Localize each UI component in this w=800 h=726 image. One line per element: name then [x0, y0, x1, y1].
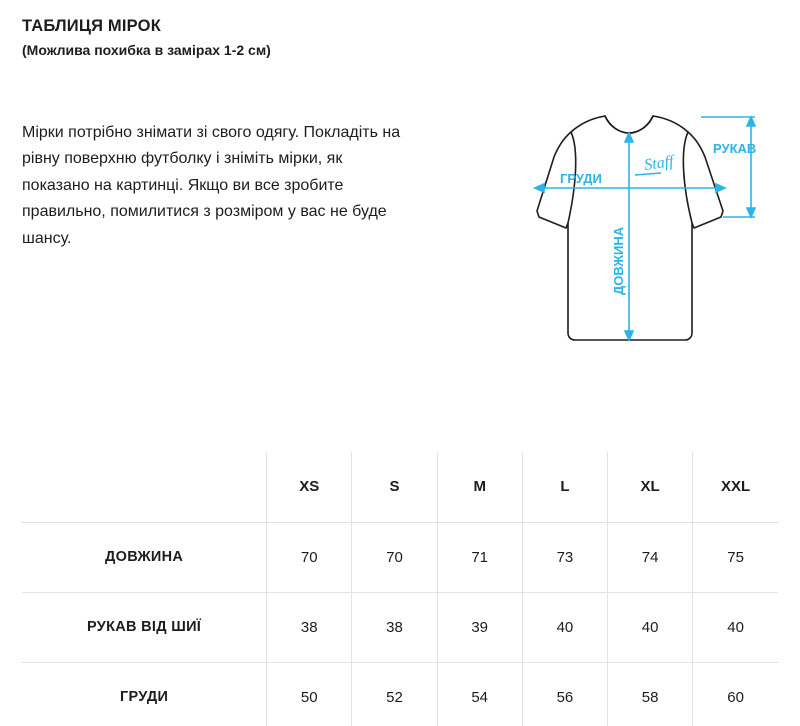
row-label-length: ДОВЖИНА [22, 522, 267, 592]
cell-length-xs: 70 [267, 522, 352, 592]
cell-chest-m: 54 [437, 662, 522, 726]
cell-chest-xl: 58 [608, 662, 693, 726]
cell-chest-xxl: 60 [727, 688, 744, 706]
sleeve-label: РУКАВ [713, 141, 757, 156]
intro-text: Мірки потрібно знімати зі свого одягу. Покладіть на рівну поверхню футболку і зніміть мірки, як показано на картинці. Якщо ви все зробите правильно, помилитися з розміром у вас не буде шансу. [22, 124, 401, 247]
size-table-head [22, 452, 778, 522]
page-title: ТАБЛИЦЯ МІРОК [22, 17, 161, 35]
column-header-xs: XS [267, 452, 352, 522]
cell-length-s: 70 [352, 522, 437, 592]
cell-chest-l: 56 [522, 662, 607, 726]
table-row [22, 522, 778, 592]
cell-sleeve-l: 40 [522, 592, 607, 662]
page-subtitle: (Можлива похибка в замірах 1-2 см) [22, 42, 271, 58]
size-table-body [22, 522, 778, 726]
length-label: ДОВЖИНА [611, 226, 626, 295]
table-header-row [22, 452, 778, 522]
column-header-s: S [352, 452, 437, 522]
cell-sleeve-xs: 38 [267, 592, 352, 662]
cell-sleeve-xxl: 40 [693, 592, 778, 662]
row-label-sleeve: РУКАВ ВІД ШИЇ [22, 592, 267, 662]
cell-length-l: 73 [522, 522, 607, 592]
table-row [22, 662, 778, 726]
cell-sleeve-xl: 40 [608, 592, 693, 662]
column-header-xl: XL [608, 452, 693, 522]
cell-length-xxl: 75 [693, 522, 778, 592]
cell-length-m: 71 [437, 522, 522, 592]
tshirt-outline [537, 116, 723, 340]
svg-text:Staff: Staff [643, 153, 675, 174]
size-table [22, 452, 778, 726]
column-header-l: L [522, 452, 607, 522]
column-header-xxl: XXL [693, 452, 778, 522]
cell-sleeve-m: 39 [437, 592, 522, 662]
cell-length-xl: 74 [608, 522, 693, 592]
row-label-chest: ГРУДИ [22, 662, 267, 726]
tshirt-illustration [455, 95, 785, 365]
cell-chest-xs: 50 [267, 662, 352, 726]
cell-sleeve-s: 38 [352, 592, 437, 662]
table-corner-cell [22, 452, 267, 522]
column-header-m: M [437, 452, 522, 522]
table-row [22, 592, 778, 662]
header [22, 17, 442, 58]
chest-print [635, 153, 677, 175]
chest-label: ГРУДИ [560, 171, 602, 186]
cell-chest-s: 52 [352, 662, 437, 726]
